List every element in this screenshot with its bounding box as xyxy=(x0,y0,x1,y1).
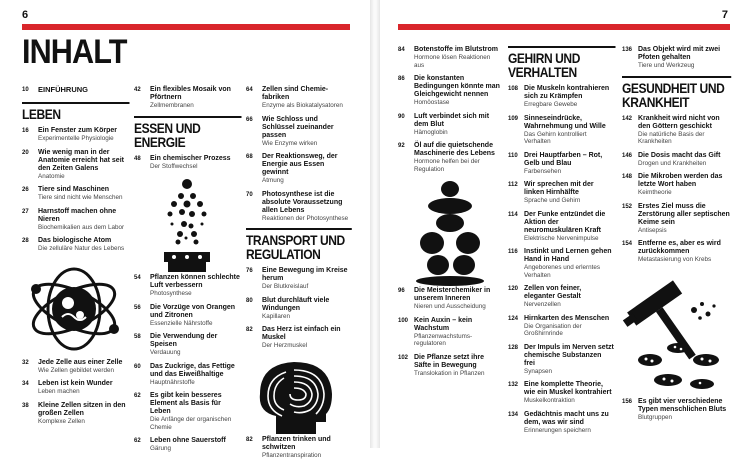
entry-title: Eine Bewegung im Kreise herum xyxy=(262,267,348,282)
entry-subtitle: Der Stoffwechsel xyxy=(150,162,198,170)
entry-subtitle: Das Gehirn kontrolliert Verhalten xyxy=(524,130,587,145)
entry-title: Drei Hauptfarben – Rot, Gelb und Blau xyxy=(524,151,603,167)
page-ref: 152 xyxy=(622,203,633,210)
entry-list xyxy=(398,46,502,173)
page-ref: 27 xyxy=(22,208,29,215)
entry-title: Krankheit wird nicht von den Göttern geschickt xyxy=(638,114,720,130)
page-ref: 28 xyxy=(22,238,29,244)
red-bar-right xyxy=(398,24,730,30)
toc-entry[interactable] xyxy=(508,115,614,146)
page-ref: 20 xyxy=(22,149,29,156)
page-ref: 26 xyxy=(22,187,29,193)
entry-title: Kleine Zellen sitzen in den großen Zellen xyxy=(38,401,126,417)
entry-subtitle: Reaktionen der Photosynthese xyxy=(262,214,349,222)
page-ref: 82 xyxy=(246,436,253,443)
toc-entry[interactable] xyxy=(22,402,128,426)
toc-entry[interactable] xyxy=(134,304,240,328)
entry-title: Die Muskeln kontrahieren sich zu Krämpfen xyxy=(524,85,610,100)
entry-list xyxy=(134,86,240,110)
toc-entry[interactable] xyxy=(246,267,350,291)
toc-entry[interactable] xyxy=(508,181,614,205)
entry-title: Pflanzen trinken und schwitzen xyxy=(262,435,331,451)
page-ref: 16 xyxy=(22,128,29,134)
left-page xyxy=(0,0,370,459)
toc-entry[interactable] xyxy=(246,116,350,148)
entry-title: Das biologische Atom xyxy=(38,237,112,244)
entry-subtitle: Atmung xyxy=(262,177,284,184)
toc-entry[interactable] xyxy=(622,115,730,146)
toc-entry[interactable] xyxy=(508,381,614,405)
entry-title: Es gibt vier verschiedene Typen menschlichen Bluts xyxy=(638,397,727,413)
toc-entry[interactable] xyxy=(398,46,502,69)
entry-subtitle: Der Herzmuskel xyxy=(262,342,308,349)
entry-subtitle: Die Organisation der Großhirnrinde xyxy=(524,322,582,337)
toc-entry[interactable] xyxy=(398,75,502,107)
entry-subtitle: Anatomie xyxy=(38,172,65,180)
entry-title: Die Mikroben werden das letzte Wort haben xyxy=(638,173,723,188)
toc-entry[interactable] xyxy=(398,287,502,311)
book-gutter xyxy=(370,0,380,448)
page-ref: 136 xyxy=(622,47,633,53)
entry-title: Leben ohne Sauerstoff xyxy=(150,437,226,444)
page-ref: 148 xyxy=(622,174,633,180)
toc-entry[interactable] xyxy=(22,208,128,232)
entry-list xyxy=(22,127,128,253)
entry-subtitle: Verdauung xyxy=(150,349,181,356)
entry-subtitle: Nervenzellen xyxy=(524,301,561,308)
entry-subtitle: Muskelkontraktion xyxy=(524,397,575,404)
page-number-right: 7 xyxy=(721,9,728,21)
toc-entry[interactable] xyxy=(134,392,240,431)
red-bar-left xyxy=(22,24,350,30)
toc-entry[interactable] xyxy=(22,186,128,202)
toc-entry[interactable] xyxy=(622,240,730,264)
entry-title: Kein Auxin – kein Wachstum xyxy=(414,316,473,332)
toc-entry[interactable] xyxy=(508,315,614,338)
page-ref: 116 xyxy=(508,249,518,255)
page-ref: 142 xyxy=(622,115,633,122)
column-gehirn xyxy=(508,46,614,440)
entry-subtitle: Komplexe Zellen xyxy=(38,417,85,425)
page-ref: 56 xyxy=(134,304,141,311)
toc-entry[interactable] xyxy=(508,248,614,279)
page-ref: 64 xyxy=(246,87,253,93)
column-transport-cont xyxy=(398,46,502,383)
entry-subtitle: Erregbare Gewebe xyxy=(524,101,578,108)
toc-entry[interactable] xyxy=(22,380,128,396)
entry-title: Eine komplette Theorie, wie ein Muskel kontrahiert xyxy=(524,381,612,396)
entry-list xyxy=(622,398,730,422)
entry-subtitle: Elektrische Nervenimpulse xyxy=(524,234,599,242)
column-essen xyxy=(134,86,240,459)
entry-subtitle: Pflanzenwachstums-regulatoren xyxy=(414,332,473,347)
page-ref: 146 xyxy=(622,152,633,159)
page-ref: 100 xyxy=(398,317,409,324)
entry-subtitle: Angeborenes und erlerntes Verhalten xyxy=(524,264,600,279)
page-ref: 134 xyxy=(508,411,519,418)
toc-entry[interactable] xyxy=(134,155,240,171)
entry-title: Luft verbindet sich mit dem Blut xyxy=(414,112,490,128)
toc-entry[interactable] xyxy=(622,152,730,168)
entry-subtitle: Metastasierung von Krebs xyxy=(638,256,712,263)
entry-list xyxy=(22,359,128,426)
entry-subtitle: Hormone lösen Reaktionen aus xyxy=(414,54,491,69)
entry-title: Die Pflanze setzt ihre Säfte in Bewegung xyxy=(414,353,485,369)
page-ref: 62 xyxy=(134,393,141,399)
toc-entry[interactable] xyxy=(246,153,350,185)
stacked-stones-illustration xyxy=(398,179,502,287)
entry-subtitle: Drogen und Krankheiten xyxy=(638,159,707,167)
entry-title: Hirnkarten des Menschen xyxy=(524,314,610,322)
entry-title: Sinneseindrücke, Wahrnehmung und Wille xyxy=(524,114,606,130)
page-ref: 34 xyxy=(22,381,29,387)
entry-subtitle: Tiere und Werkzeug xyxy=(638,62,695,69)
page-ref: 154 xyxy=(622,241,633,247)
entry-title: Wir sprechen mit der linken Hirnhälfte xyxy=(524,181,594,196)
toc-entry[interactable] xyxy=(508,211,614,243)
toc-entry[interactable] xyxy=(246,326,350,350)
entry-subtitle: Blutgruppen xyxy=(638,413,672,421)
entry-title: Entferne es, aber es wird zurückkommen xyxy=(638,240,721,255)
entry-subtitle: Enzyme als Biokatalysatoren xyxy=(262,102,343,109)
entry-list xyxy=(622,46,730,70)
entry-subtitle: Gärung xyxy=(150,445,172,452)
entry-list xyxy=(134,155,240,171)
page-ref: 68 xyxy=(246,154,253,160)
page-ref: 84 xyxy=(398,47,405,53)
entry-subtitle: Der Blutkreislauf xyxy=(262,283,309,290)
toc-entry[interactable] xyxy=(508,152,614,176)
page-ref: 124 xyxy=(508,315,519,322)
entry-title: Die Verwendung der Speisen xyxy=(150,333,218,348)
toc-entry[interactable] xyxy=(508,411,614,435)
page-ref: 54 xyxy=(134,275,141,281)
entry-title: Die Vorzüge von Orangen und Zitronen xyxy=(150,303,236,319)
page-ref: 109 xyxy=(508,115,519,122)
entry-title: Das Objekt wird mit zwei Pfoten gehalten xyxy=(638,46,721,61)
toc-entry[interactable] xyxy=(622,173,730,197)
entry-subtitle: Antisepsis xyxy=(638,226,667,234)
page-ref: 92 xyxy=(398,143,405,149)
entry-subtitle: Essenzielle Nährstoffe xyxy=(150,319,213,327)
page-ref: 86 xyxy=(398,76,405,82)
entry-title: Zellen sind Chemie-fabriken xyxy=(262,86,329,101)
section-heading-essen: ESSEN UND ENERGIE xyxy=(134,116,242,149)
toc-entry[interactable] xyxy=(22,237,128,253)
entry-subtitle: Nieren und Ausscheidung xyxy=(414,303,486,310)
entry-subtitle: Die zelluläre Natur des Lebens xyxy=(38,245,125,252)
page-ref: 90 xyxy=(398,113,405,120)
entry-subtitle: Biochemikalien aus dem Labor xyxy=(38,223,125,231)
entry-title: Erstes Ziel muss die Zerstörung aller septischen Keime sein xyxy=(638,202,730,226)
toc-entry[interactable] xyxy=(134,363,240,387)
toc-entry[interactable] xyxy=(508,344,614,376)
entry-list xyxy=(398,287,502,377)
entry-title: Der Funke entzündet die Aktion der neuromuskulären Kraft xyxy=(524,210,606,234)
entry-title: Ein flexibles Mosaik von Pförtnern xyxy=(150,86,231,101)
entry-list xyxy=(246,267,350,350)
page-ref: 42 xyxy=(134,87,141,93)
entry-list xyxy=(246,436,350,460)
entry-subtitle: Wie Enzyme wirken xyxy=(262,139,318,147)
page-ref: 102 xyxy=(398,354,409,361)
entry-subtitle: Tiere sind nicht wie Menschen xyxy=(38,194,123,201)
toc-entry[interactable] xyxy=(134,437,240,453)
column-transport xyxy=(246,86,350,465)
page-ref: 62 xyxy=(134,438,141,444)
entry-title: Instinkt und Lernen gehen Hand in Hand xyxy=(524,248,612,263)
entry-subtitle: Leben machen xyxy=(38,388,80,395)
entry-list xyxy=(622,115,730,264)
entry-title: Es gibt kein besseres Element als Basis für Leben xyxy=(150,392,222,415)
metabolism-illustration xyxy=(134,176,240,274)
entry-subtitle: Pflanzentranspiration xyxy=(262,451,322,459)
entry-title: Gedächtnis macht uns zu dem, was wir sind xyxy=(524,410,609,426)
entry-subtitle: Hämoglobin xyxy=(414,128,448,136)
page-ref: 58 xyxy=(134,334,141,340)
toc-entry[interactable] xyxy=(398,113,502,137)
entry-list xyxy=(246,86,350,222)
column-gesundheit xyxy=(622,46,730,427)
page-ref: 38 xyxy=(22,402,29,409)
page-ref: 114 xyxy=(508,211,518,218)
entry-subtitle: Synapsen xyxy=(524,367,553,375)
entry-title: Ein chemischer Prozess xyxy=(150,154,231,162)
entry-title: Wie wenig man in der Anatomie erreicht hat seit den Zeiten Galens xyxy=(38,148,124,172)
entry-subtitle: Sprache und Gehirn xyxy=(524,197,581,204)
toc-entry[interactable] xyxy=(22,149,128,181)
toc-entry[interactable] xyxy=(398,317,502,348)
page-ref: 132 xyxy=(508,382,519,388)
page-ref: 112 xyxy=(508,182,518,188)
entry-subtitle: Kapillaren xyxy=(262,312,291,320)
page-title: INHALT xyxy=(22,33,127,71)
page-ref: 80 xyxy=(246,297,253,304)
page-ref: 70 xyxy=(246,191,253,198)
toc-entry[interactable] xyxy=(246,191,350,223)
entry-title: Die Meisterchemiker in unserem Inneren xyxy=(414,287,491,302)
entry-subtitle: Zellmembranen xyxy=(150,102,194,109)
hammer-illustration xyxy=(622,270,730,398)
section-heading-gesundheit: GESUNDHEIT UND KRANKHEIT xyxy=(622,76,732,109)
page-ref: 60 xyxy=(134,363,141,370)
section-heading-leben: LEBEN xyxy=(22,102,130,121)
entry-title: Öl auf die quietschende Maschinerie des Lebens xyxy=(414,142,495,157)
entry-title: Photosynthese ist die absolute Voraussetzung allen Lebens xyxy=(262,190,343,214)
entry-subtitle: Hormone helfen bei der Regulation xyxy=(414,158,480,173)
entry-title: Blut durchläuft viele Windungen xyxy=(262,296,330,312)
right-page xyxy=(380,0,750,448)
toc-entry[interactable] xyxy=(134,274,240,298)
entry-subtitle: Die Anfänge der organischen Chemie xyxy=(150,416,232,431)
page-ref: 110 xyxy=(508,152,518,159)
entry-title: Pflanzen können schlechte Luft verbessern xyxy=(150,274,240,289)
entry-subtitle: Farbensehen xyxy=(524,167,562,175)
entry-subtitle: Homöostase xyxy=(414,99,450,106)
entry-list xyxy=(508,85,614,434)
entry-subtitle: Photosynthese xyxy=(150,290,192,297)
entry-title: Ein Fenster zum Körper xyxy=(38,127,117,134)
page-ref: 128 xyxy=(508,344,519,351)
entry-title: Die konstanten Bedingungen könnte man Gleichgewicht nennen xyxy=(414,75,500,98)
entry-title: Wie Schloss und Schlüssel zueinander passen xyxy=(262,115,334,139)
entry-title: Jede Zelle aus einer Zelle xyxy=(38,358,123,366)
entry-subtitle: Translokation in Pflanzen xyxy=(414,369,485,377)
entry-list xyxy=(134,274,240,453)
page-ref: 48 xyxy=(134,155,141,162)
toc-entry[interactable] xyxy=(622,46,730,70)
entry-title: Leben ist kein Wunder xyxy=(38,380,113,387)
toc-entry[interactable] xyxy=(134,86,240,110)
page-ref: 82 xyxy=(246,327,253,333)
column-leben xyxy=(22,86,128,431)
toc-entry[interactable] xyxy=(246,86,350,110)
head-maze-illustration xyxy=(246,356,350,436)
cell-illustration xyxy=(22,259,128,359)
toc-entry[interactable] xyxy=(246,436,350,460)
page-ref: 76 xyxy=(246,268,253,274)
entry-title: Das Herz ist einfach ein Muskel xyxy=(262,326,341,341)
page-ref: 96 xyxy=(398,288,405,294)
page-ref: 108 xyxy=(508,86,519,92)
entry-subtitle: Wie Zellen gebildet werden xyxy=(38,366,114,374)
toc-entry[interactable] xyxy=(134,333,240,357)
section-heading-transport: TRANSPORT UND REGULATION xyxy=(246,228,352,261)
entry-subtitle: Keimtheorie xyxy=(638,189,672,196)
page-ref: 120 xyxy=(508,286,519,292)
page-ref: 156 xyxy=(622,398,633,405)
entry-title: Das Zuckrige, das Fettige und das Eiweißhaltige xyxy=(150,362,235,378)
section-heading-gehirn: GEHIRN UND VERHALTEN xyxy=(508,46,616,79)
toc-entry[interactable] xyxy=(246,297,350,321)
entry-subtitle: Erinnerungen speichern xyxy=(524,426,591,434)
toc-entry[interactable] xyxy=(622,398,730,422)
toc-entry[interactable] xyxy=(398,354,502,378)
toc-entry[interactable] xyxy=(622,203,730,235)
page-number-left: 6 xyxy=(22,9,29,21)
entry-title: Der Impuls im Nerven setzt chemische Substanzen frei xyxy=(524,343,614,367)
entry-title: Botenstoffe im Blutstrom xyxy=(414,46,498,53)
entry-subtitle: Die natürliche Basis der Krankheiten xyxy=(638,130,705,145)
entry-title: Harnstoff machen ohne Nieren xyxy=(38,207,117,223)
entry-title: Der Reaktionsweg, der Energie aus Essen gewinnt xyxy=(262,153,338,176)
toc-entry[interactable] xyxy=(508,85,614,109)
entry-subtitle: Hauptnährstoffe xyxy=(150,378,195,386)
toc-entry[interactable] xyxy=(22,127,128,143)
entry-subtitle: Experimentelle Physiologie xyxy=(38,135,114,142)
entry-title: Zellen von feiner, eleganter Gestalt xyxy=(524,285,582,300)
page-ref: 66 xyxy=(246,116,253,123)
entry-title: Die Dosis macht das Gift xyxy=(638,151,721,159)
toc-entry[interactable] xyxy=(508,285,614,309)
page-ref: 32 xyxy=(22,359,29,366)
toc-entry[interactable] xyxy=(398,142,502,173)
entry-intro[interactable]: 10 EINFÜHRUNG xyxy=(22,85,88,94)
entry-title: Tiere sind Maschinen xyxy=(38,186,110,193)
toc-entry[interactable] xyxy=(22,359,128,375)
